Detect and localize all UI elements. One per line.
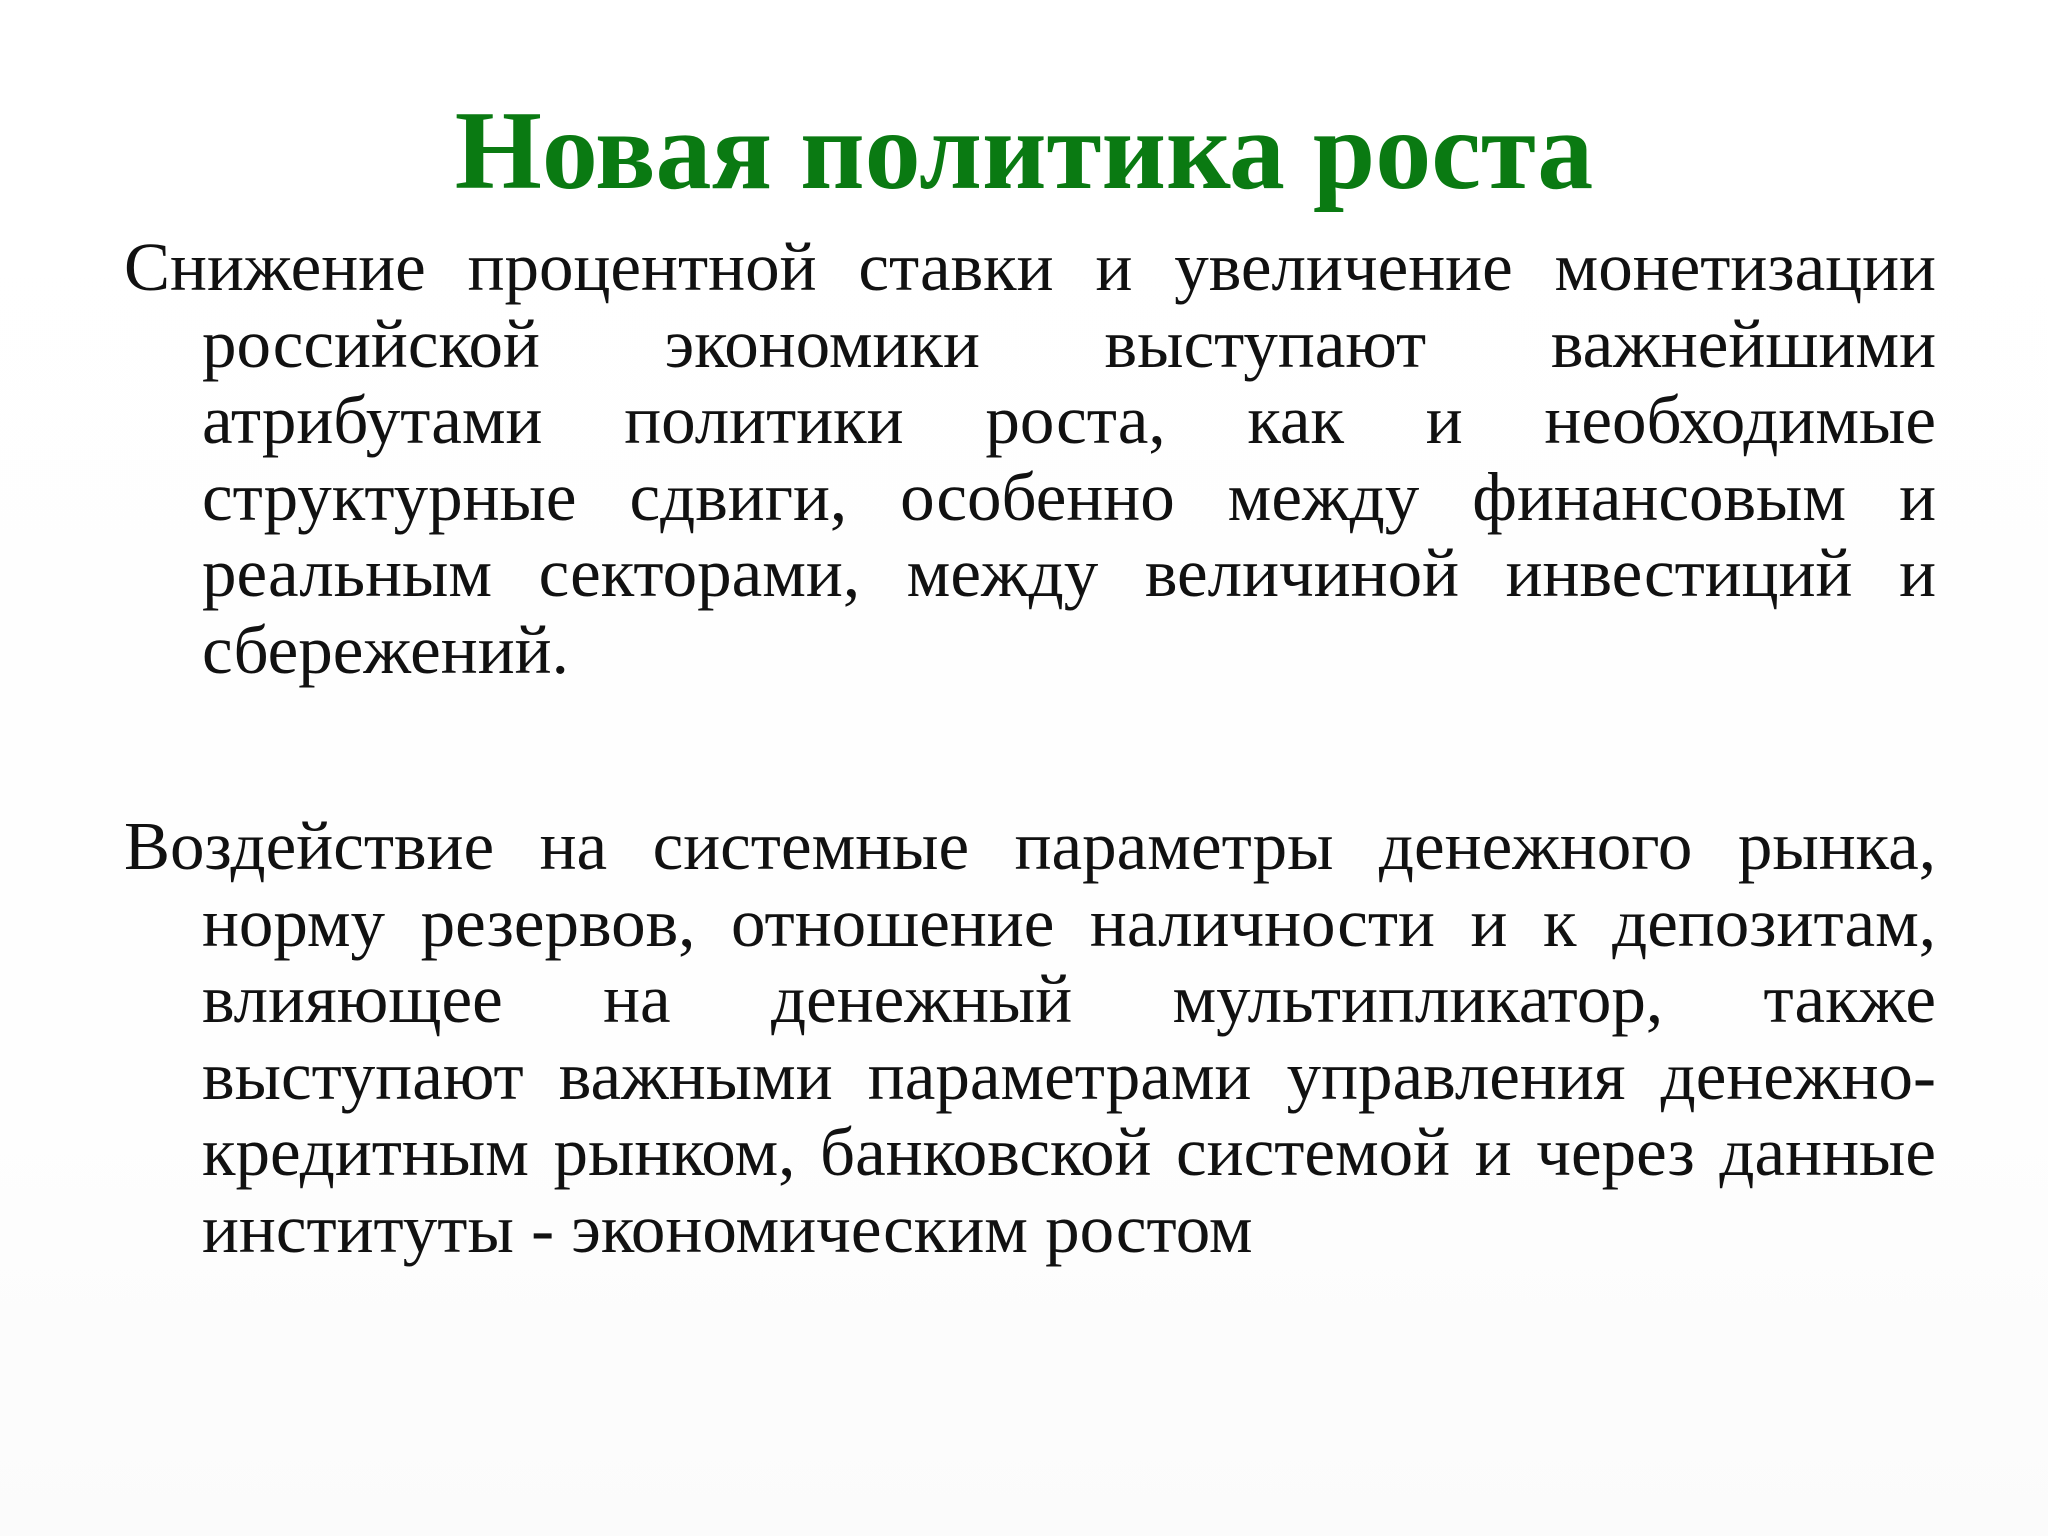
paragraph-interest-rate: Снижение процентной ставки и увеличение монетизации российской экономики выступают важнейшими атрибутами политики роста, как и необходимые структурные сдвиги, особенно между финансовым и реальным секторами, между величиной инвестиций и сбережений. — [124, 229, 1936, 688]
paragraph-money-market: Воздействие на системные параметры денежного рынка, норму резервов, отношение наличности и к депозитам, влияющее на денежный мультипликатор, также выступают важными параметрами управления денежно-кредитным рынком, банковской системой и через данные институты - экономическим ростом — [124, 808, 1936, 1267]
slide-title: Новая политика роста — [454, 89, 1594, 213]
